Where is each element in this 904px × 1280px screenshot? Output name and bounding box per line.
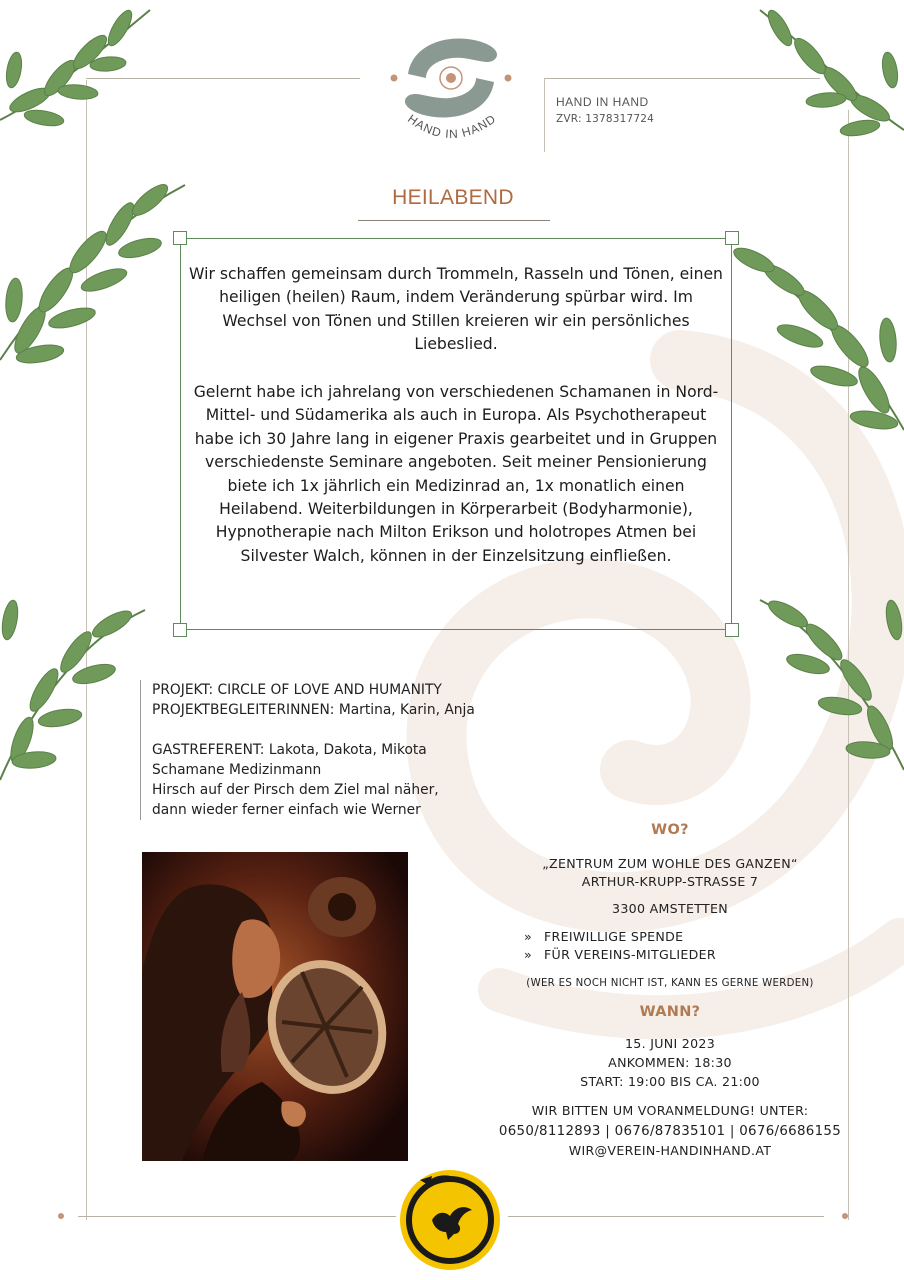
intro-paragraph-2: Gelernt habe ich jahrelang von verschiedenen Schamanen in Nord- Mittel- und Südamerika als auch in Europa. Als Psychotherapeut habe ich 30 Jahre lang in eigener Praxis gearbeitet und in Gruppen verschiedenste Seminare angeboten. Seit meiner Pensionierung biete ich 1x jährlich ein Medizinrad an, 1x monatlich einen Heilabend. Weiterbildungen in Körperarbeit (Bodyharmonie), Hypnotherapie nach Milton Erikson und holotropes Atmen bei Silvester Walch, können in der Einzelsitzung einfließen. (193, 383, 719, 565)
venue-name: „ZENTRUM ZUM WOHLE DES GANZEN“ (542, 856, 798, 871)
project-line: PROJEKT: CIRCLE OF LOVE AND HUMANITY (152, 682, 442, 698)
where-heading: WO? (651, 822, 689, 838)
leaf-branch-top-right (750, 0, 904, 140)
venue-city: 3300 AMSTETTEN (612, 901, 728, 916)
bullet-label: FÜR VEREINS-MITGLIEDER (544, 947, 716, 962)
project-companions-line: PROJEKTBEGLEITERINNEN: Martina, Karin, Anja (152, 702, 475, 718)
project-info (140, 680, 522, 820)
box-corner-tr (725, 231, 739, 245)
arrival-time: ANKOMMEN: 18:30 (608, 1055, 732, 1070)
hand-in-hand-logo (386, 30, 516, 160)
membership-note: (WER ES NOCH NICHT IST, KANN ES GERNE WERDEN) (526, 978, 814, 989)
box-corner-tl (173, 231, 187, 245)
bullet-members (524, 947, 716, 962)
guest-role-line: Schamane Medizinmann (152, 762, 322, 778)
leaf-branch-left-lower (0, 560, 150, 790)
footer-dot-right (842, 1213, 848, 1219)
box-corner-br (725, 623, 739, 637)
when-heading: WANN? (639, 1004, 701, 1020)
event-date: 15. JUNI 2023 (624, 1036, 716, 1051)
contact-email: WIR@VEREIN-HANDINHAND.AT (568, 1143, 772, 1158)
page-title: HEILABEND (392, 186, 514, 209)
ouroboros-eagle-badge (398, 1168, 502, 1272)
footer-rule-right (508, 1216, 824, 1217)
leaf-branch-right-upper (724, 190, 904, 440)
bullet-marker: » (524, 947, 533, 962)
start-time: START: 19:00 BIS CA. 21:00 (580, 1074, 760, 1089)
footer-rule-left (78, 1216, 396, 1217)
guest-quote-line-2: dann wieder ferner einfach wie Werner (152, 802, 421, 818)
org-zvr: ZVR: 1378317724 (556, 113, 655, 125)
venue-street: ARTHUR-KRUPP-STRASSE 7 (581, 874, 759, 889)
leaf-branch-left-upper (0, 140, 190, 380)
org-info (556, 94, 654, 128)
leaf-branch-right-lower (750, 540, 904, 780)
shaman-drum-photo (142, 852, 408, 1161)
intro-paragraph-1: Wir schaffen gemeinsam durch Trommeln, Rasseln und Tönen, einen heiligen (heilen) Raum, indem Veränderung spürbar wird. Im Wechsel von Tönen und Stillen kreieren wir ein persönliches Liebeslied. (189, 265, 723, 354)
contact-phones: 0650/8112893 | 0676/87835101 | 0676/6686155 (498, 1124, 842, 1139)
org-name: HAND IN HAND (556, 95, 649, 109)
header-divider (544, 78, 545, 152)
footer-dot-left (58, 1213, 64, 1219)
bullet-marker: » (524, 929, 533, 944)
guest-speaker-line: GASTREFERENT: Lakota, Dakota, Mikota (152, 742, 427, 758)
leaf-branch-top-left (0, 0, 160, 140)
intro-box (180, 238, 732, 630)
registration-request: WIR BITTEN UM VORANMELDUNG! UNTER: (531, 1103, 809, 1118)
title-underline (358, 220, 550, 221)
bullet-voluntary-donation (524, 929, 683, 944)
svg-text:HAND IN HAND: HAND IN HAND (405, 111, 499, 142)
bullet-label: FREIWILLIGE SPENDE (544, 929, 684, 944)
guest-quote-line-1: Hirsch auf der Pirsch dem Ziel mal näher, (152, 782, 439, 798)
box-corner-bl (173, 623, 187, 637)
